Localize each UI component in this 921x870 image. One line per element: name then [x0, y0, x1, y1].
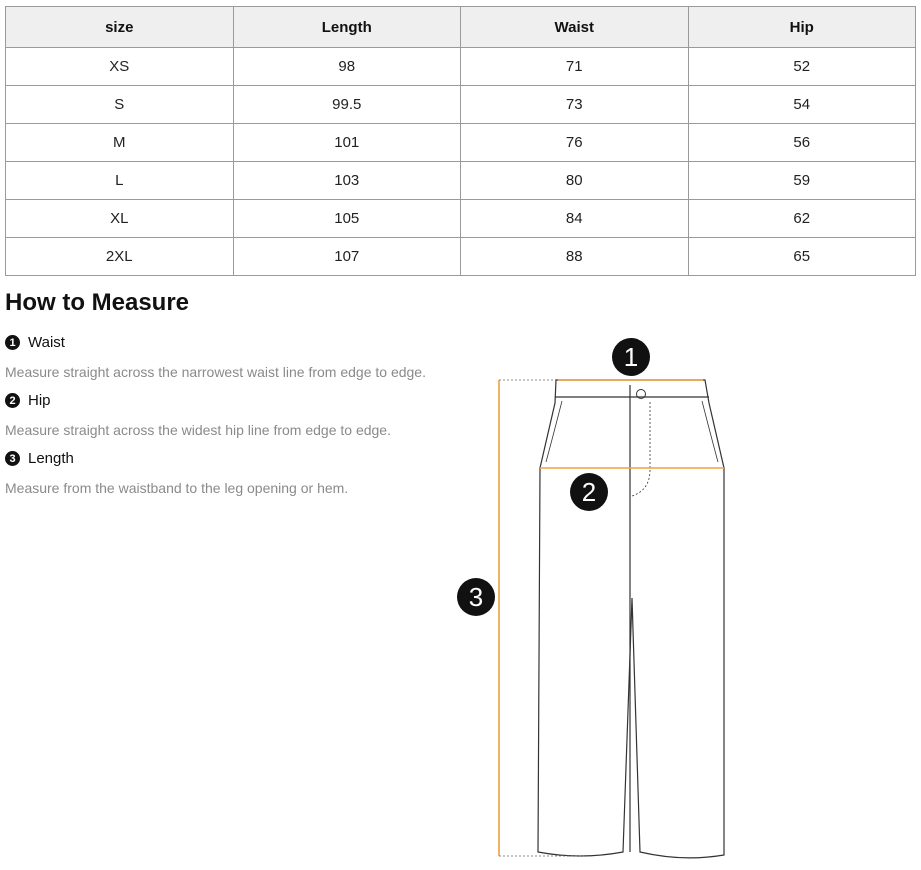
step-label: Length: [28, 450, 74, 467]
step-length-description: Measure from the waistband to the leg opening or hem.: [5, 480, 349, 496]
callout-3: [457, 578, 495, 616]
cell-length: 107: [233, 238, 461, 276]
cell-hip: 62: [688, 200, 916, 238]
callout-2-number: 2: [581, 477, 597, 507]
cell-length: 99.5: [233, 86, 461, 124]
callout-1: [612, 338, 650, 376]
cell-waist: 84: [461, 200, 689, 238]
cell-length: 103: [233, 162, 461, 200]
header-waist: Waist: [461, 7, 689, 48]
cell-hip: 54: [688, 86, 916, 124]
number-three-icon: 3: [5, 451, 20, 466]
cell-length: 105: [233, 200, 461, 238]
cell-hip: 65: [688, 238, 916, 276]
cell-hip: 59: [688, 162, 916, 200]
cell-waist: 88: [461, 238, 689, 276]
pants-outline-icon: [538, 380, 724, 858]
cell-length: 101: [233, 124, 461, 162]
cell-hip: 52: [688, 48, 916, 86]
cell-size: XS: [6, 48, 234, 86]
cell-hip: 56: [688, 124, 916, 162]
cell-waist: 80: [461, 162, 689, 200]
header-size: size: [6, 7, 234, 48]
cell-size: L: [6, 162, 234, 200]
header-hip: Hip: [688, 7, 916, 48]
how-to-measure-title: How to Measure: [5, 289, 190, 316]
cell-waist: 76: [461, 124, 689, 162]
header-length: Length: [233, 7, 461, 48]
callout-1-number: 1: [623, 342, 639, 372]
step-label: Waist: [28, 334, 65, 351]
cell-waist: 73: [461, 86, 689, 124]
step-label: Hip: [28, 392, 51, 409]
number-one-icon: 1: [5, 335, 20, 350]
step-waist-description: Measure straight across the narrowest waist line from edge to edge.: [5, 364, 426, 380]
cell-size: 2XL: [6, 238, 234, 276]
step-hip-description: Measure straight across the widest hip line from edge to edge.: [5, 422, 391, 438]
cell-size: M: [6, 124, 234, 162]
callout-3-number: 3: [468, 582, 484, 612]
cell-size: XL: [6, 200, 234, 238]
number-two-icon: 2: [5, 393, 20, 408]
cell-size: S: [6, 86, 234, 124]
callout-2: [570, 473, 608, 511]
cell-waist: 71: [461, 48, 689, 86]
cell-length: 98: [233, 48, 461, 86]
